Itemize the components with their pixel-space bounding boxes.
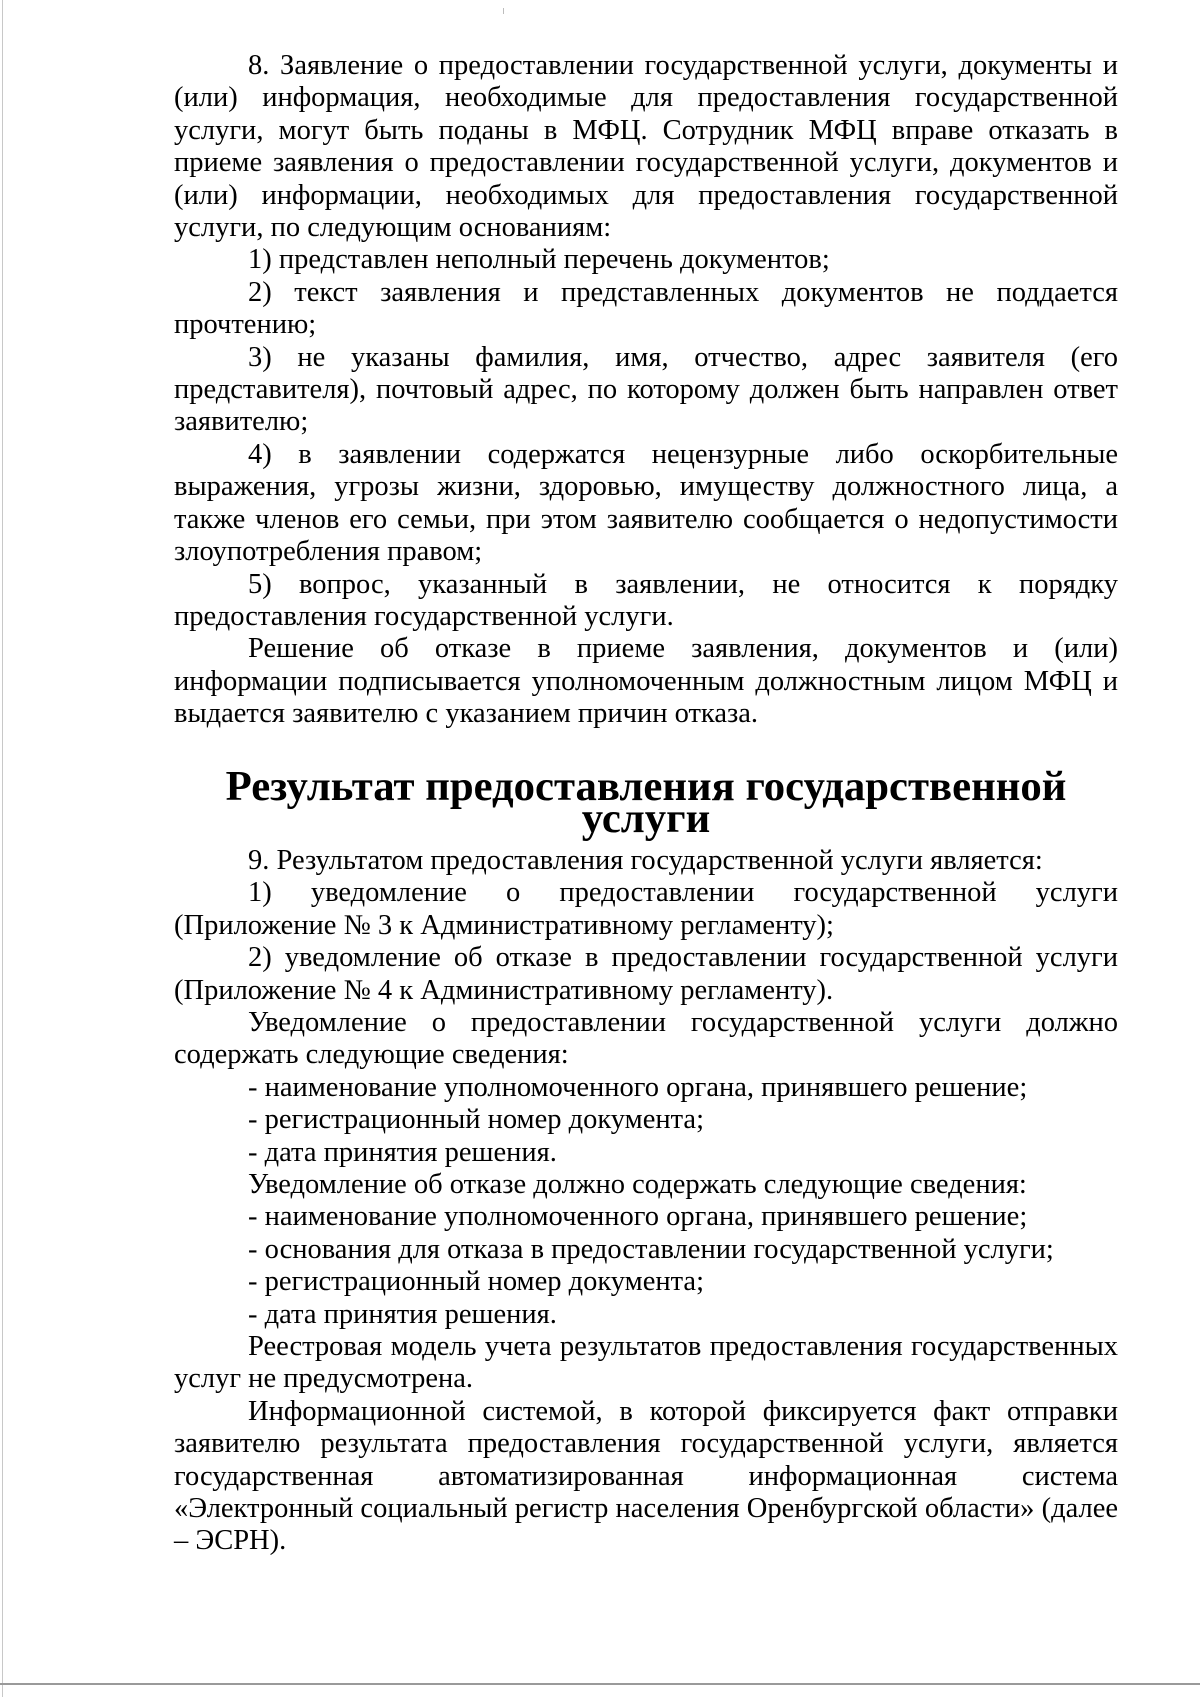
scan-edge-bottom xyxy=(0,1683,1200,1685)
refusal-decision-paragraph: Решение об отказе в приеме заявления, документов и (или) информации подписывается уполномоченным должностным лицом МФЦ и выдается заявителю с указанием причин отказа. xyxy=(174,633,1118,730)
document-body xyxy=(174,50,1118,1558)
info-system-paragraph: Информационной системой, в которой фиксируется факт отправки заявителю результата предоставления государственной услуги, является государственная автоматизированная информационная система «Электронный социальный регистр населения Оренбургской области» (далее – ЭСРН). xyxy=(174,1395,1118,1557)
refusal-notice-item: - регистрационный номер документа; xyxy=(248,1266,704,1298)
section-heading: Результат предоставления государственной услуги xyxy=(225,762,1067,842)
refusal-notice-item: - основания для отказа в предоставлении государственной услуги; xyxy=(248,1233,1054,1265)
refusal-notice-item: - наименование уполномоченного органа, принявшего решение; xyxy=(248,1201,1028,1233)
ground-item-2: 2) текст заявления и представленных документов не поддается прочтению; xyxy=(174,276,1118,341)
section-9-intro: 9. Результатом предоставления государственной услуги является: xyxy=(248,844,1043,876)
grant-notice-item: - регистрационный номер документа; xyxy=(248,1104,704,1136)
result-item-2: 2) уведомление об отказе в предоставлении государственной услуги (Приложение № 4 к Административному регламенту). xyxy=(174,942,1118,1006)
refusal-notice-item: - дата принятия решения. xyxy=(248,1298,557,1330)
scan-edge-left xyxy=(2,0,3,1697)
ground-item-3: 3) не указаны фамилия, имя, отчество, адрес заявителя (его представителя), почтовый адрес, по которому должен быть направлен ответ заявителю; xyxy=(174,341,1118,438)
refusal-notice-intro: Уведомление об отказе должно содержать следующие сведения: xyxy=(248,1168,1027,1200)
scan-artifact xyxy=(503,8,504,14)
ground-item-1: 1) представлен неполный перечень документов; xyxy=(248,244,830,276)
result-item-1: 1) уведомление о предоставлении государственной услуги (Приложение № 3 к Административному регламенту); xyxy=(174,877,1118,941)
registry-model-paragraph: Реестровая модель учета результатов предоставления государственных услуг не предусмотрена. xyxy=(174,1331,1118,1395)
grant-notice-item: - наименование уполномоченного органа, принявшего решение; xyxy=(248,1071,1028,1103)
grant-notice-item: - дата принятия решения. xyxy=(248,1136,557,1168)
section-8-intro: 8. Заявление о предоставлении государственной услуги, документы и (или) информация, необходимые для предоставления государственной услуги, могут быть поданы в МФЦ. Сотрудник МФЦ вправе отказать в приеме заявления о предоставлении государственной услуги, документов и (или) информации, необходимых для предоставления государственной услуги, по следующим основаниям: xyxy=(174,50,1118,244)
ground-item-4: 4) в заявлении содержатся нецензурные либо оскорбительные выражения, угрозы жизни, здоровью, имуществу должностного лица, а также членов его семьи, при этом заявителю сообщается о недопустимости злоупотребления правом; xyxy=(174,438,1118,568)
ground-item-5: 5) вопрос, указанный в заявлении, не относится к порядку предоставления государственной услуги. xyxy=(174,568,1118,632)
grant-notice-intro: Уведомление о предоставлении государственной услуги должно содержать следующие сведения: xyxy=(174,1006,1118,1071)
